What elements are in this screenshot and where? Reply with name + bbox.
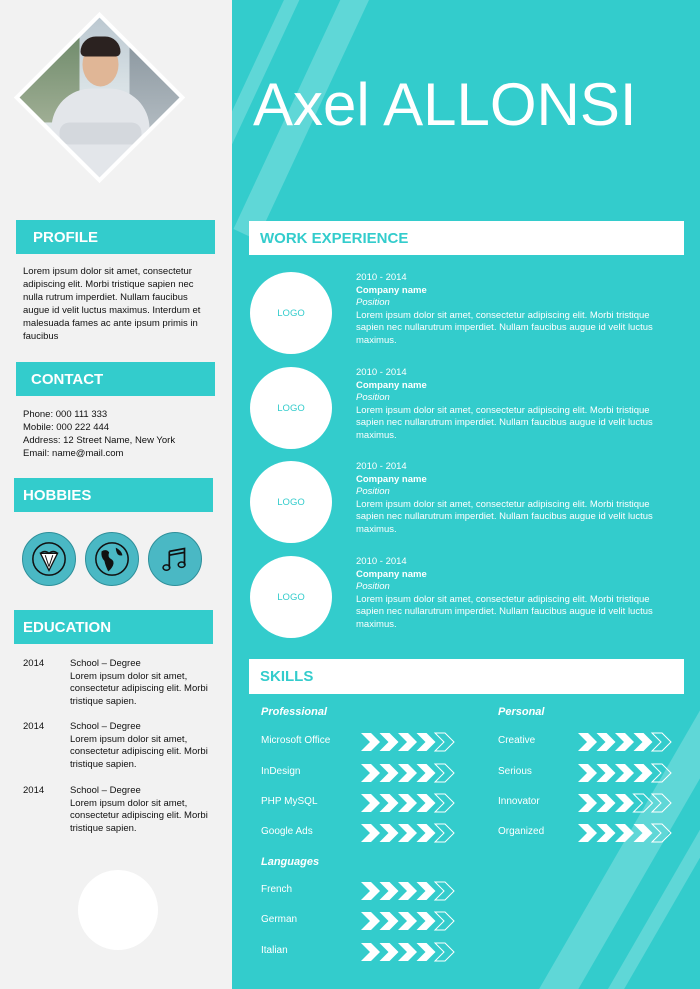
skill-rating — [361, 881, 457, 901]
skill-rating — [578, 763, 674, 783]
job-description: Lorem ipsum dolor sit amet, consectetur adipiscing elit. Morbi tristique sapien nec nullarutrum imperdiet. Nullam faucibus augue id velit luctus maximus. — [356, 404, 653, 441]
company-logo-placeholder: LOGO — [250, 367, 332, 449]
chevron-filled-icon — [380, 882, 399, 900]
company-logo-placeholder: LOGO — [250, 272, 332, 354]
education-description: Lorem ipsum dolor sit amet, consectetur adipiscing elit. Morbi tristique sapien. — [70, 670, 208, 707]
chevron-filled-icon — [615, 824, 634, 842]
skill-rating — [361, 732, 457, 752]
company-logo-placeholder: LOGO — [250, 461, 332, 543]
contact-address: Address: 12 Street Name, New York — [23, 435, 176, 446]
chevron-empty-icon — [435, 824, 454, 842]
skill-rating — [361, 763, 457, 783]
chevron-filled-icon — [380, 794, 399, 812]
skills-languages-label: Languages — [261, 856, 320, 868]
skill-rating — [578, 823, 674, 843]
education-degree: School – Degree — [70, 658, 141, 669]
contact-heading: CONTACT — [16, 362, 215, 396]
job-company: Company name — [356, 284, 427, 296]
globe-icon — [93, 540, 131, 578]
chevron-filled-icon — [634, 764, 653, 782]
contact-phone: Phone: 000 111 333 — [23, 409, 108, 420]
job-company: Company name — [356, 379, 427, 391]
chevron-filled-icon — [597, 794, 616, 812]
candidate-name: Axel ALLONSI — [253, 71, 637, 138]
hobby-travel — [85, 532, 139, 586]
chevron-filled-icon — [634, 824, 653, 842]
chevron-empty-icon — [435, 733, 454, 751]
skills-personal-label: Personal — [498, 706, 545, 718]
work-experience-heading: WORK EXPERIENCE — [249, 221, 684, 255]
job-dates: 2010 - 2014 — [356, 367, 407, 378]
chevron-filled-icon — [361, 733, 380, 751]
chevron-filled-icon — [417, 733, 436, 751]
chevron-empty-icon — [435, 882, 454, 900]
education-entry — [70, 721, 210, 771]
job-entry — [356, 556, 656, 631]
chevron-filled-icon — [361, 943, 380, 961]
skill-rating — [361, 823, 457, 843]
chevron-empty-icon — [435, 764, 454, 782]
profile-photo — [14, 12, 185, 183]
chevron-empty-icon — [652, 824, 671, 842]
chevron-filled-icon — [398, 943, 417, 961]
skill-name: Innovator — [498, 796, 540, 807]
chevron-empty-icon — [435, 794, 454, 812]
drawing-icon — [30, 540, 68, 578]
chevron-filled-icon — [398, 794, 417, 812]
job-description: Lorem ipsum dolor sit amet, consectetur adipiscing elit. Morbi tristique sapien nec nullarutrum imperdiet. Nullam faucibus augue id velit luctus maximus. — [356, 498, 653, 535]
chevron-empty-icon — [652, 764, 671, 782]
skill-name: PHP MySQL — [261, 796, 318, 807]
language-name: French — [261, 884, 293, 895]
profile-text: Lorem ipsum dolor sit amet, consectetur adipiscing elit. Morbi tristique sapien nec nulla rutrum imperdiet. Nullam faucibus augue id velit luctus maximus. Interdum et malesuada fames ac ante ipsum primis in faucibus — [23, 266, 201, 342]
chevron-filled-icon — [380, 943, 399, 961]
education-description: Lorem ipsum dolor sit amet, consectetur adipiscing elit. Morbi tristique sapien. — [70, 797, 208, 834]
chevron-filled-icon — [417, 912, 436, 930]
skill-name: Creative — [498, 735, 536, 746]
chevron-filled-icon — [361, 764, 380, 782]
education-year: 2014 — [23, 785, 45, 796]
chevron-filled-icon — [578, 764, 597, 782]
hobby-music — [148, 532, 202, 586]
job-description: Lorem ipsum dolor sit amet, consectetur adipiscing elit. Morbi tristique sapien nec nullarutrum imperdiet. Nullam faucibus augue id velit luctus maximus. — [356, 593, 653, 630]
chevron-filled-icon — [417, 882, 436, 900]
skill-name: Organized — [498, 826, 545, 837]
education-degree: School – Degree — [70, 785, 141, 796]
profile-heading: PROFILE — [16, 220, 215, 254]
skills-heading: SKILLS — [249, 659, 684, 694]
language-name: German — [261, 914, 298, 925]
chevron-filled-icon — [398, 764, 417, 782]
job-position: Position — [356, 486, 390, 497]
chevron-empty-icon — [652, 794, 671, 812]
hobbies-heading: HOBBIES — [14, 478, 213, 512]
chevron-filled-icon — [597, 764, 616, 782]
contact-mobile: Mobile: 000 222 444 — [23, 422, 110, 433]
job-description: Lorem ipsum dolor sit amet, consectetur adipiscing elit. Morbi tristique sapien nec nullarutrum imperdiet. Nullam faucibus augue id velit luctus maximus. — [356, 309, 653, 346]
chevron-filled-icon — [398, 824, 417, 842]
chevron-empty-icon — [652, 733, 671, 751]
job-dates: 2010 - 2014 — [356, 556, 407, 567]
skill-rating — [578, 732, 674, 752]
chevron-filled-icon — [578, 824, 597, 842]
education-entry — [70, 658, 210, 708]
chevron-filled-icon — [380, 733, 399, 751]
chevron-filled-icon — [578, 733, 597, 751]
company-logo-placeholder: LOGO — [250, 556, 332, 638]
job-entry — [356, 272, 656, 347]
job-company: Company name — [356, 568, 427, 580]
skill-name: Microsoft Office — [261, 735, 331, 746]
skill-name: Serious — [498, 766, 532, 777]
profile-photo-frame — [14, 12, 185, 183]
education-year: 2014 — [23, 721, 45, 732]
skill-rating — [361, 911, 457, 931]
chevron-filled-icon — [361, 794, 380, 812]
chevron-filled-icon — [361, 912, 380, 930]
job-position: Position — [356, 581, 390, 592]
chevron-empty-icon — [435, 912, 454, 930]
chevron-filled-icon — [361, 824, 380, 842]
chevron-filled-icon — [417, 764, 436, 782]
education-entry — [70, 785, 210, 835]
contact-email: Email: name@mail.com — [23, 448, 124, 459]
sidebar — [0, 0, 232, 989]
job-entry — [356, 367, 656, 442]
chevron-filled-icon — [417, 824, 436, 842]
chevron-filled-icon — [615, 764, 634, 782]
chevron-empty-icon — [634, 794, 653, 812]
job-dates: 2010 - 2014 — [356, 461, 407, 472]
skill-rating — [361, 942, 457, 962]
chevron-filled-icon — [634, 733, 653, 751]
chevron-filled-icon — [380, 912, 399, 930]
music-note-icon — [156, 540, 194, 578]
chevron-filled-icon — [380, 764, 399, 782]
education-degree: School – Degree — [70, 721, 141, 732]
chevron-empty-icon — [435, 943, 454, 961]
skill-rating — [578, 793, 674, 813]
decorative-circle — [78, 870, 158, 950]
education-description: Lorem ipsum dolor sit amet, consectetur adipiscing elit. Morbi tristique sapien. — [70, 733, 208, 770]
chevron-filled-icon — [615, 794, 634, 812]
chevron-filled-icon — [380, 824, 399, 842]
chevron-filled-icon — [597, 824, 616, 842]
chevron-filled-icon — [597, 733, 616, 751]
chevron-filled-icon — [417, 794, 436, 812]
education-year: 2014 — [23, 658, 45, 669]
chevron-filled-icon — [417, 943, 436, 961]
chevron-filled-icon — [398, 912, 417, 930]
job-entry — [356, 461, 656, 536]
job-dates: 2010 - 2014 — [356, 272, 407, 283]
job-company: Company name — [356, 473, 427, 485]
job-position: Position — [356, 297, 390, 308]
skill-name: Google Ads — [261, 826, 313, 837]
job-position: Position — [356, 392, 390, 403]
chevron-filled-icon — [578, 794, 597, 812]
skill-name: InDesign — [261, 766, 301, 777]
hobby-drawing — [22, 532, 76, 586]
education-heading: EDUCATION — [14, 610, 213, 644]
language-name: Italian — [261, 945, 288, 956]
skills-professional-label: Professional — [261, 706, 328, 718]
skill-rating — [361, 793, 457, 813]
chevron-filled-icon — [398, 733, 417, 751]
chevron-filled-icon — [615, 733, 634, 751]
chevron-filled-icon — [398, 882, 417, 900]
chevron-filled-icon — [361, 882, 380, 900]
